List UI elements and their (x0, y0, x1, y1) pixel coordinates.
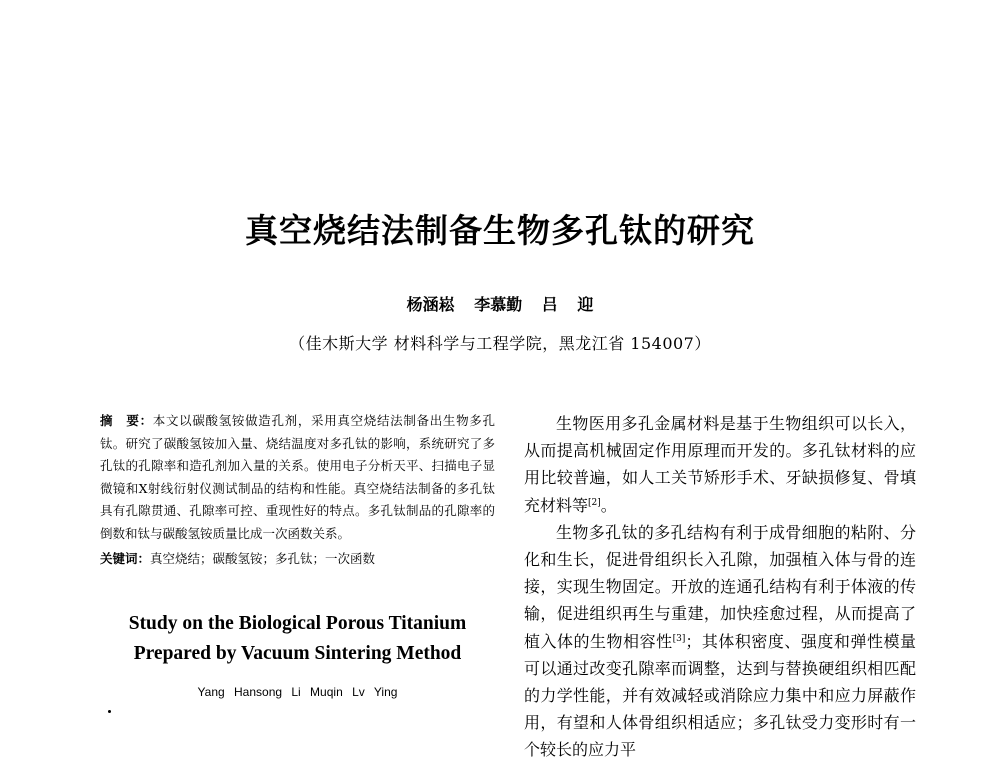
left-column (100, 410, 495, 699)
keywords (100, 548, 495, 570)
author-list: 杨涵崧 李慕勤 吕 迎 (406, 295, 594, 314)
citation-ref-2: [2] (588, 497, 601, 508)
right-column (524, 410, 916, 764)
citation-ref-3: [3] (672, 633, 686, 644)
english-title-line-1: Study on the Biological Porous Titanium (128, 613, 467, 634)
english-title-line-2: Prepared by Vacuum Sintering Method (133, 643, 462, 664)
body-paragraph-1-text: 生物医用多孔金属材料是基于生物组织可以长入，从而提高机械固定作用原理而开发的。多孔钛材料的应用比较普遍，如人工关节矫形手术、牙缺损修复、骨填充材料等 (524, 414, 916, 515)
stray-mark (108, 710, 111, 713)
body-paragraph-1 (524, 410, 916, 519)
paper-title: 真空烧结法制备生物多孔钛的研究 (245, 211, 755, 250)
english-title (100, 609, 495, 669)
body-paragraph-2-end: ；其体积密度、强度和弹性模量可以通过改变孔隙率而调整，达到与替换硬组织相匹配的力学性能，并有效减轻或消除应力集中和应力屏蔽作用，有望和人体骨组织相适应；多孔钛受力变形时有一个较长的应力平 (524, 631, 916, 760)
abstract-text: 本文以碳酸氢铵做造孔剂，采用真空烧结法制备出生物多孔钛。研究了碳酸氢铵加入量、烧结温度对多孔钛的影响，系统研究了多孔钛的孔隙率和造孔剂加入量的关系。使用电子分析天平、扫描电子显微镜和X射线衍射仪测试制品的结构和性能。真空烧结法制备的多孔钛具有孔隙贯通、孔隙率可控、重现性好的特点。多孔钛制品的孔隙率的倒数和钛与碳酸氢铵质量比成一次函数关系。 (100, 413, 495, 541)
english-author-list: Yang Hansong Li Muqin Lv Ying (197, 685, 398, 699)
abstract-label: 摘 要： (100, 413, 153, 428)
body-paragraph-2 (524, 519, 916, 764)
keywords-text: 真空烧结；碳酸氢铵；多孔钛；一次函数 (150, 551, 376, 566)
author-affiliation: （佳木斯大学 材料科学与工程学院，黑龙江省 154007） (289, 334, 711, 353)
body-paragraph-2-text: 生物多孔钛的多孔结构有利于成骨细胞的粘附、分化和生长，促进骨组织长入孔隙，加强植入体与骨的连接，实现生物固定。开放的连通孔结构有利于体液的传输，促进组织再生与重建，加快痊愈过程，从而提高了植入体的生物相容性 (524, 522, 916, 651)
keywords-label: 关键词： (100, 551, 151, 566)
abstract (100, 410, 495, 545)
body-paragraph-1-end: 。 (600, 495, 617, 515)
